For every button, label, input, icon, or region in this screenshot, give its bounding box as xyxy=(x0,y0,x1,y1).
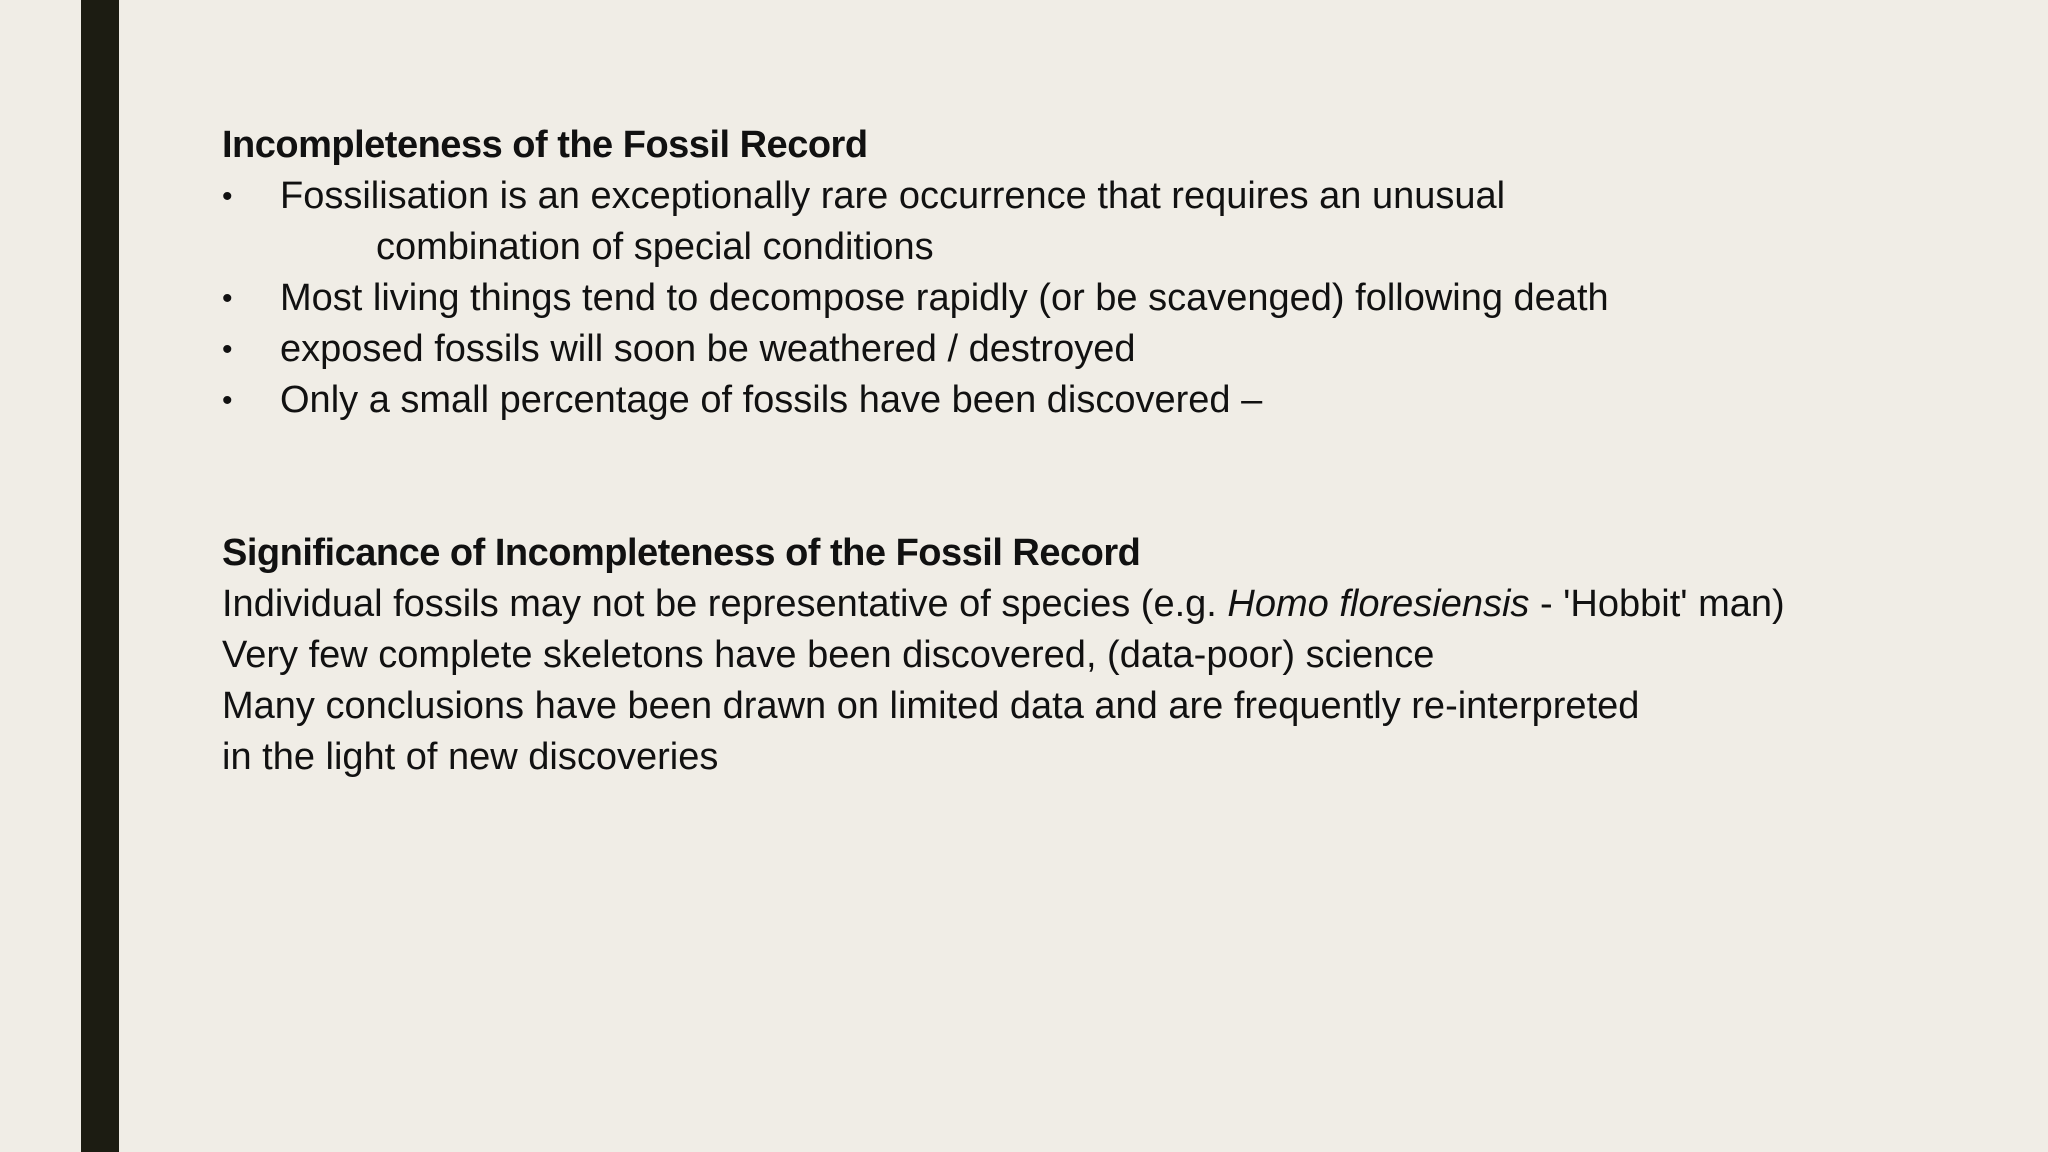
bullet-text: Fossilisation is an exceptionally rare occurrence that requires an unusual xyxy=(280,175,1506,217)
line-text: Individual fossils may not be representative of species (e.g. xyxy=(222,583,1228,625)
bullet-text: Only a small percentage of fossils have been discovered – xyxy=(280,379,1263,421)
species-name-italic: Homo floresiensis xyxy=(1227,583,1530,625)
bullet-item xyxy=(222,273,2002,324)
bullet-glyph: • xyxy=(222,333,233,366)
left-accent-bar xyxy=(81,0,119,1152)
bullet-continuation: combination of special conditions xyxy=(376,226,934,268)
section-heading-incompleteness: Incompleteness of the Fossil Record xyxy=(222,124,868,166)
significance-line-3: Many conclusions have been drawn on limited data and are frequently re-interpreted xyxy=(222,685,1640,727)
section-spacer xyxy=(222,426,2002,528)
bullet-text: Most living things tend to decompose rapidly (or be scavenged) following death xyxy=(280,277,1609,319)
bullet-item xyxy=(222,375,2002,426)
bullet-item xyxy=(222,171,2002,273)
significance-line-1 xyxy=(222,579,2002,630)
section-heading-significance: Significance of Incompleteness of the Fossil Record xyxy=(222,532,1141,574)
bullet-glyph: • xyxy=(222,282,233,315)
line-text: - 'Hobbit' man) xyxy=(1529,583,1785,625)
significance-line-2: Very few complete skeletons have been discovered, (data-poor) science xyxy=(222,634,1435,676)
slide-content xyxy=(222,120,2002,783)
bullet-item xyxy=(222,324,2002,375)
significance-line-4: in the light of new discoveries xyxy=(222,736,719,778)
bullet-glyph: • xyxy=(222,180,233,213)
bullet-glyph: • xyxy=(222,384,233,417)
bullet-list xyxy=(222,171,2002,426)
bullet-text: exposed fossils will soon be weathered / destroyed xyxy=(280,328,1136,370)
